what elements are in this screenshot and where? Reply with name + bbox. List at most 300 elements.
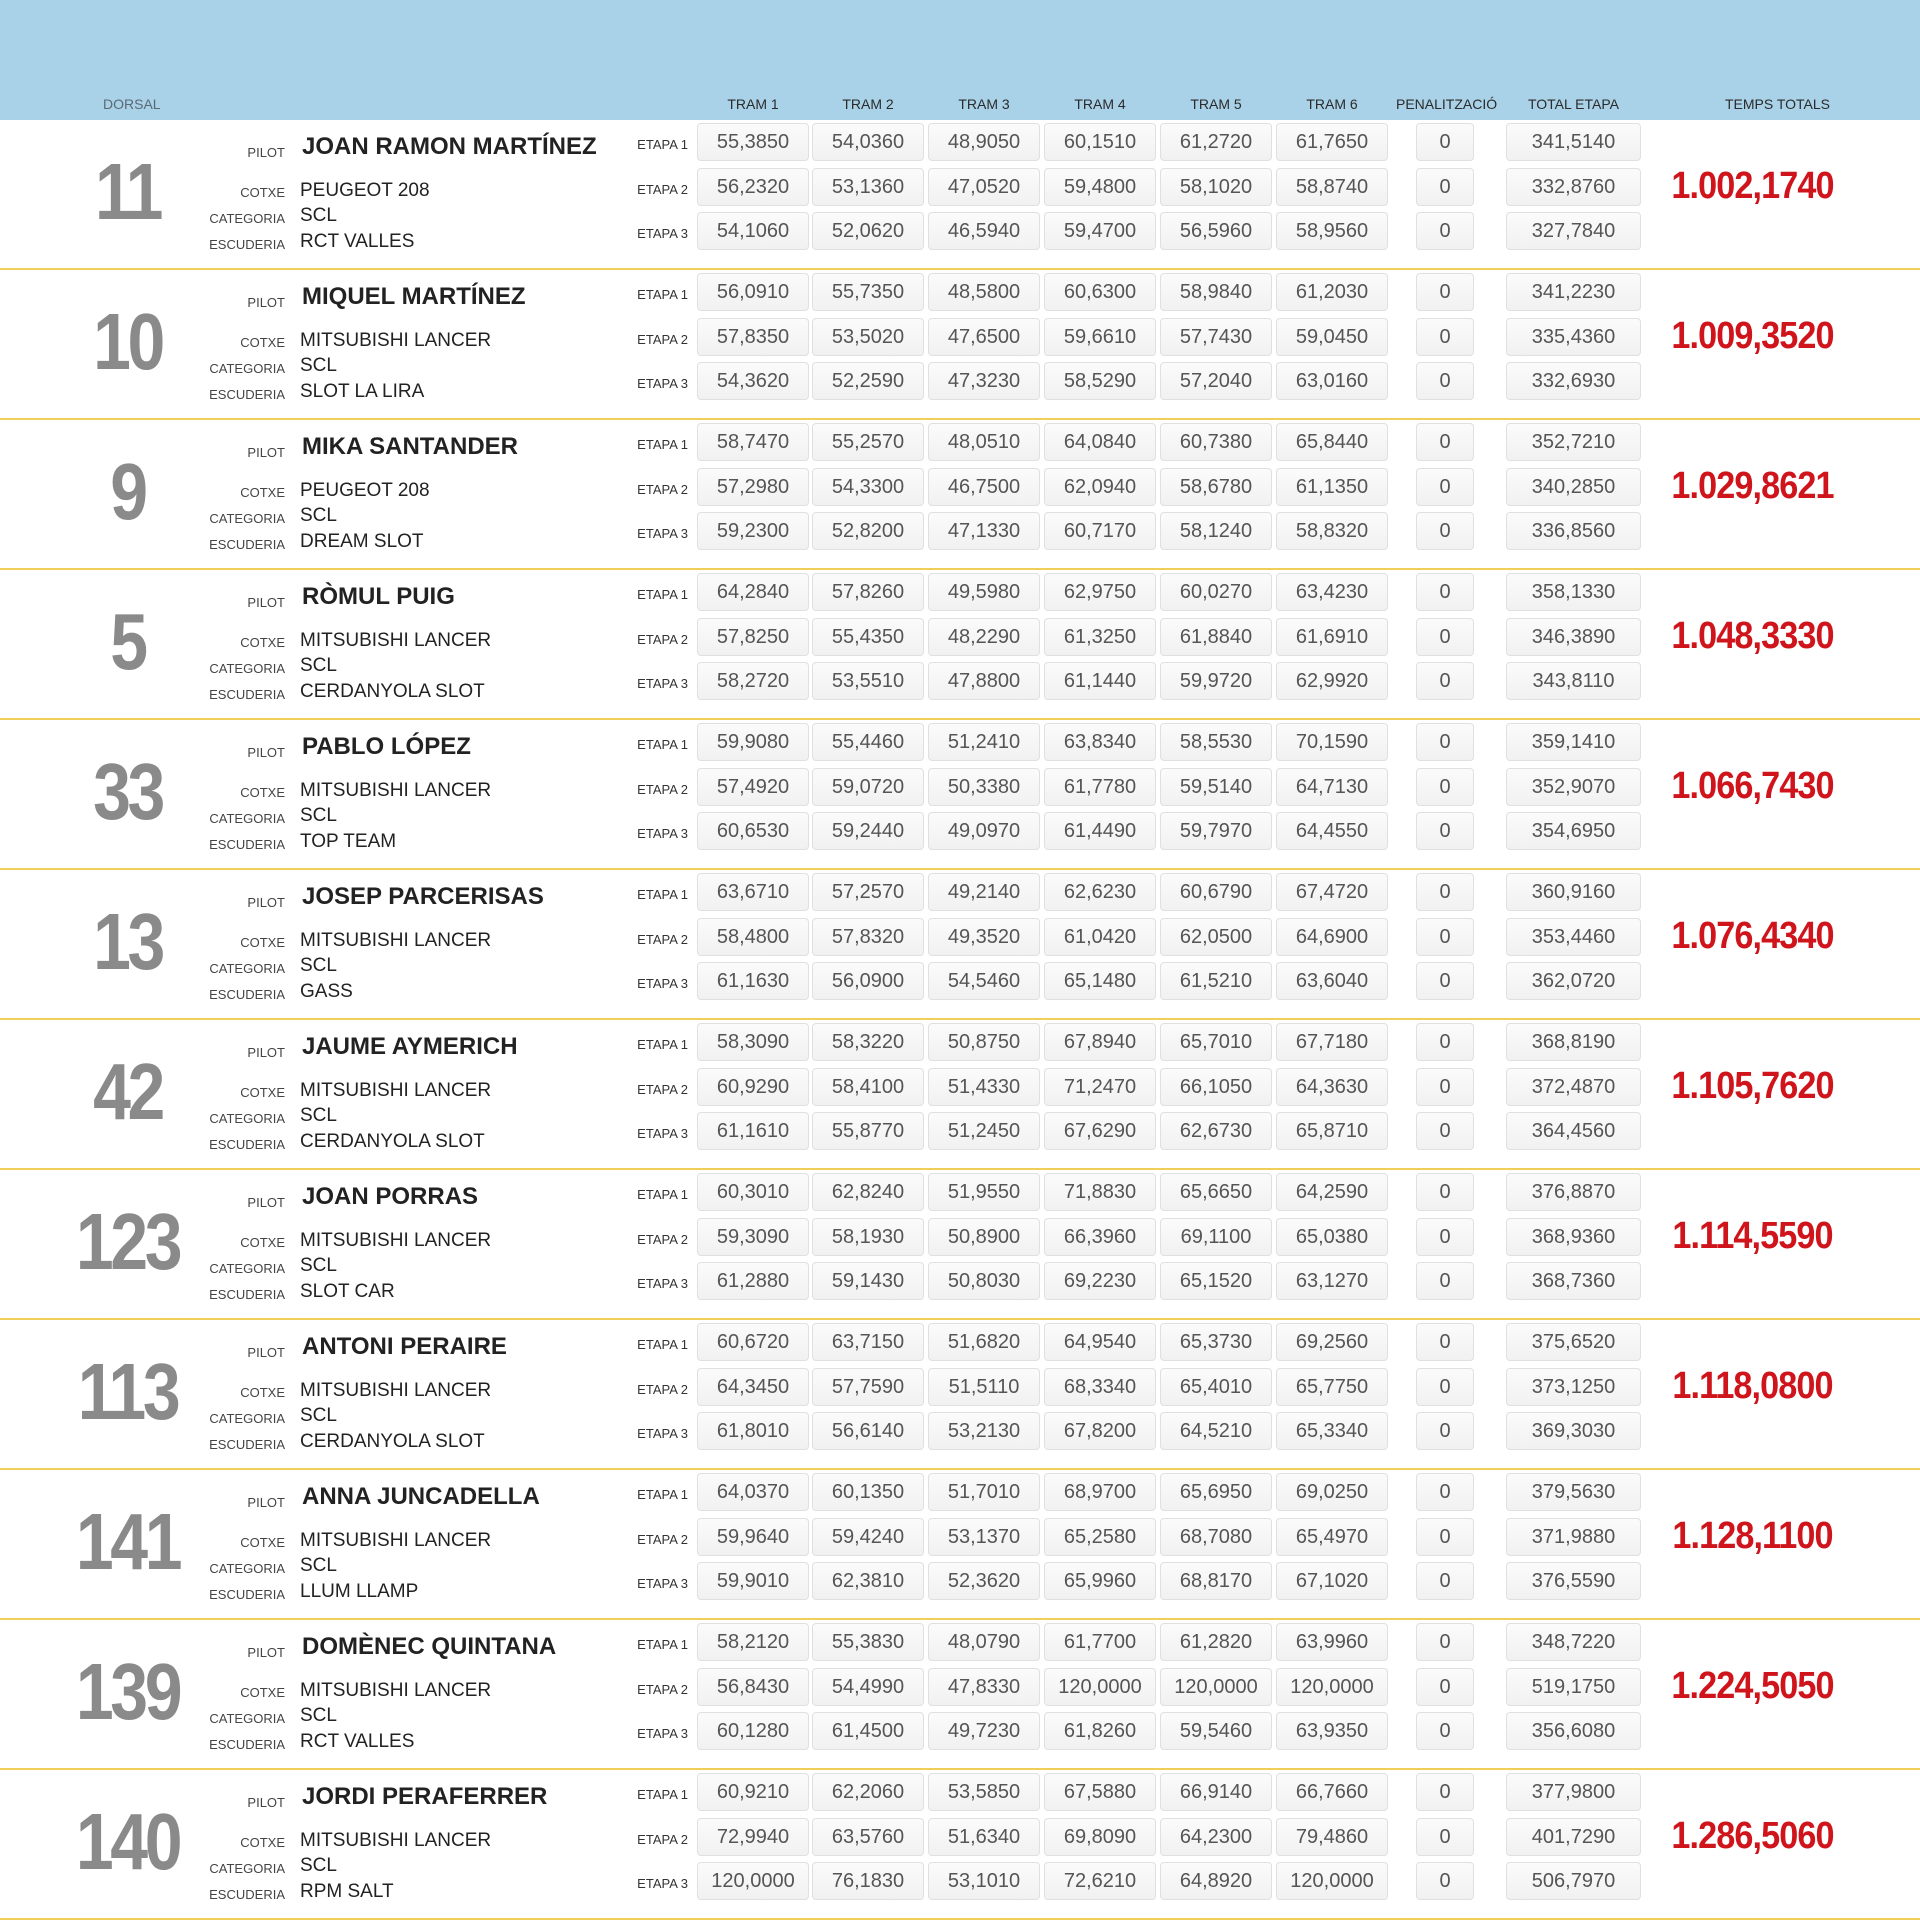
penalty-cell: 0 — [1416, 1862, 1474, 1900]
tram-time-cell: 47,8330 — [928, 1668, 1040, 1706]
tram-time-cell: 61,4500 — [812, 1712, 924, 1750]
tram-time-cell: 57,8260 — [812, 573, 924, 611]
etapa-label: ETAPA 2 — [637, 1832, 688, 1847]
tram-time-cell: 68,9700 — [1044, 1473, 1156, 1511]
tram-time-cell: 60,6530 — [697, 812, 809, 850]
categoria-label: CATEGORIA — [209, 1711, 285, 1726]
tram-time-cell: 71,2470 — [1044, 1068, 1156, 1106]
penalty-cell: 0 — [1416, 1818, 1474, 1856]
total-time: 1.002,1740 — [1671, 165, 1834, 207]
dorsal-number: 140 — [75, 1797, 180, 1886]
etapa-label: ETAPA 1 — [637, 1337, 688, 1352]
tram-time-cell: 51,5110 — [928, 1368, 1040, 1406]
categoria-label: CATEGORIA — [209, 661, 285, 676]
cotxe-value: MITSUBISHI LANCER — [300, 1380, 492, 1401]
stage-total-cell: 336,8560 — [1506, 512, 1641, 550]
etapa-label: ETAPA 1 — [637, 437, 688, 452]
pilot-name: JOAN RAMON MARTÍNEZ — [302, 133, 597, 160]
tram-time-cell: 57,2570 — [812, 873, 924, 911]
tram-time-cell: 58,5530 — [1160, 723, 1272, 761]
etapa-label: ETAPA 1 — [637, 1637, 688, 1652]
tram-time-cell: 65,7750 — [1276, 1368, 1388, 1406]
tram-time-cell: 120,0000 — [697, 1862, 809, 1900]
stage-total-cell: 353,4460 — [1506, 918, 1641, 956]
header-col-3: TRAM 3 — [958, 96, 1010, 112]
etapa-label: ETAPA 3 — [637, 1126, 688, 1141]
tram-time-cell: 62,6730 — [1160, 1112, 1272, 1150]
escuderia-value: CERDANYOLA SLOT — [300, 681, 485, 702]
tram-time-cell: 59,6610 — [1044, 318, 1156, 356]
tram-time-cell: 63,6710 — [697, 873, 809, 911]
categoria-label: CATEGORIA — [209, 511, 285, 526]
stage-total-cell: 341,5140 — [1506, 123, 1641, 161]
result-row — [0, 1770, 1920, 1920]
stage-total-cell: 358,1330 — [1506, 573, 1641, 611]
penalty-cell: 0 — [1416, 1323, 1474, 1361]
etapa-label: ETAPA 1 — [637, 287, 688, 302]
penalty-cell: 0 — [1416, 1173, 1474, 1211]
tram-time-cell: 64,3450 — [697, 1368, 809, 1406]
cotxe-label: COTXE — [240, 1085, 285, 1100]
penalty-cell: 0 — [1416, 768, 1474, 806]
penalty-cell: 0 — [1416, 918, 1474, 956]
penalty-cell: 0 — [1416, 1368, 1474, 1406]
tram-time-cell: 51,2450 — [928, 1112, 1040, 1150]
tram-time-cell: 58,4100 — [812, 1068, 924, 1106]
tram-time-cell: 51,7010 — [928, 1473, 1040, 1511]
categoria-label: CATEGORIA — [209, 1861, 285, 1876]
pilot-name: JOAN PORRAS — [302, 1183, 479, 1210]
tram-time-cell: 59,0720 — [812, 768, 924, 806]
header-dorsal: DORSAL — [103, 96, 161, 112]
tram-time-cell: 65,9960 — [1044, 1562, 1156, 1600]
tram-time-cell: 64,5210 — [1160, 1412, 1272, 1450]
etapa-label: ETAPA 1 — [637, 137, 688, 152]
tram-time-cell: 69,2560 — [1276, 1323, 1388, 1361]
cotxe-value: MITSUBISHI LANCER — [300, 330, 492, 351]
tram-time-cell: 58,1930 — [812, 1218, 924, 1256]
tram-time-cell: 69,1100 — [1160, 1218, 1272, 1256]
cotxe-value: MITSUBISHI LANCER — [300, 1830, 492, 1851]
tram-time-cell: 59,9010 — [697, 1562, 809, 1600]
tram-time-cell: 53,1360 — [812, 168, 924, 206]
tram-time-cell: 65,4010 — [1160, 1368, 1272, 1406]
tram-time-cell: 49,7230 — [928, 1712, 1040, 1750]
escuderia-label: ESCUDERIA — [209, 1587, 285, 1602]
tram-time-cell: 63,1270 — [1276, 1262, 1388, 1300]
tram-time-cell: 58,6780 — [1160, 468, 1272, 506]
tram-time-cell: 120,0000 — [1160, 1668, 1272, 1706]
cotxe-value: PEUGEOT 208 — [300, 480, 430, 501]
tram-time-cell: 64,9540 — [1044, 1323, 1156, 1361]
tram-time-cell: 55,3830 — [812, 1623, 924, 1661]
tram-time-cell: 61,2030 — [1276, 273, 1388, 311]
tram-time-cell: 67,5880 — [1044, 1773, 1156, 1811]
tram-time-cell: 58,1020 — [1160, 168, 1272, 206]
escuderia-value: GASS — [300, 981, 353, 1002]
pilot-label: PILOT — [247, 595, 285, 610]
header-temps-totals: TEMPS TOTALS — [1724, 96, 1831, 112]
pilot-label: PILOT — [247, 745, 285, 760]
categoria-value: SCL — [300, 1105, 337, 1126]
tram-time-cell: 50,8900 — [928, 1218, 1040, 1256]
stage-total-cell: 375,6520 — [1506, 1323, 1641, 1361]
dorsal-number: 42 — [93, 1047, 162, 1136]
tram-time-cell: 67,7180 — [1276, 1023, 1388, 1061]
header-col-8: TOTAL ETAPA — [1527, 96, 1620, 112]
tram-time-cell: 49,2140 — [928, 873, 1040, 911]
tram-time-cell: 57,4920 — [697, 768, 809, 806]
tram-time-cell: 59,9640 — [697, 1518, 809, 1556]
tram-time-cell: 120,0000 — [1276, 1862, 1388, 1900]
categoria-value: SCL — [300, 805, 337, 826]
penalty-cell: 0 — [1416, 812, 1474, 850]
tram-time-cell: 58,2120 — [697, 1623, 809, 1661]
etapa-label: ETAPA 3 — [637, 376, 688, 391]
tram-time-cell: 52,8200 — [812, 512, 924, 550]
pilot-label: PILOT — [247, 895, 285, 910]
tram-time-cell: 47,6500 — [928, 318, 1040, 356]
categoria-label: CATEGORIA — [209, 1561, 285, 1576]
dorsal-number: 139 — [75, 1647, 180, 1736]
stage-total-cell: 376,8870 — [1506, 1173, 1641, 1211]
categoria-value: SCL — [300, 205, 337, 226]
cotxe-value: MITSUBISHI LANCER — [300, 1230, 492, 1251]
dorsal-number: 141 — [75, 1497, 180, 1586]
escuderia-value: TOP TEAM — [300, 831, 397, 852]
escuderia-value: CERDANYOLA SLOT — [300, 1131, 485, 1152]
total-time: 1.029,8621 — [1671, 465, 1834, 507]
escuderia-value: DREAM SLOT — [300, 531, 424, 552]
tram-time-cell: 64,2840 — [697, 573, 809, 611]
categoria-value: SCL — [300, 955, 337, 976]
etapa-label: ETAPA 3 — [637, 526, 688, 541]
etapa-label: ETAPA 2 — [637, 1532, 688, 1547]
penalty-cell: 0 — [1416, 573, 1474, 611]
categoria-label: CATEGORIA — [209, 961, 285, 976]
tram-time-cell: 60,6300 — [1044, 273, 1156, 311]
stage-total-cell: 362,0720 — [1506, 962, 1641, 1000]
result-row — [0, 570, 1920, 720]
tram-time-cell: 120,0000 — [1276, 1668, 1388, 1706]
tram-time-cell: 65,7010 — [1160, 1023, 1272, 1061]
tram-time-cell: 64,0840 — [1044, 423, 1156, 461]
header-col-6: TRAM 6 — [1306, 96, 1358, 112]
pilot-name: JOSEP PARCERISAS — [302, 883, 544, 910]
tram-time-cell: 61,4490 — [1044, 812, 1156, 850]
stage-total-cell: 348,7220 — [1506, 1623, 1641, 1661]
cotxe-label: COTXE — [240, 785, 285, 800]
cotxe-value: MITSUBISHI LANCER — [300, 780, 492, 801]
pilot-name: MIKA SANTANDER — [302, 433, 518, 460]
etapa-label: ETAPA 1 — [637, 1037, 688, 1052]
tram-time-cell: 58,2720 — [697, 662, 809, 700]
penalty-cell: 0 — [1416, 468, 1474, 506]
etapa-label: ETAPA 1 — [637, 1487, 688, 1502]
pilot-name: JAUME AYMERICH — [302, 1033, 518, 1060]
tram-time-cell: 54,5460 — [928, 962, 1040, 1000]
etapa-label: ETAPA 2 — [637, 932, 688, 947]
dorsal-number: 11 — [94, 147, 161, 236]
categoria-value: SCL — [300, 505, 337, 526]
tram-time-cell: 60,7380 — [1160, 423, 1272, 461]
tram-time-cell: 62,3810 — [812, 1562, 924, 1600]
categoria-value: SCL — [300, 1255, 337, 1276]
tram-time-cell: 47,0520 — [928, 168, 1040, 206]
cotxe-label: COTXE — [240, 1535, 285, 1550]
tram-time-cell: 66,9140 — [1160, 1773, 1272, 1811]
penalty-cell: 0 — [1416, 1218, 1474, 1256]
header-col-4: TRAM 4 — [1074, 96, 1126, 112]
tram-time-cell: 65,4970 — [1276, 1518, 1388, 1556]
escuderia-value: CERDANYOLA SLOT — [300, 1431, 485, 1452]
tram-time-cell: 64,0370 — [697, 1473, 809, 1511]
tram-time-cell: 68,8170 — [1160, 1562, 1272, 1600]
tram-time-cell: 57,8350 — [697, 318, 809, 356]
tram-time-cell: 79,4860 — [1276, 1818, 1388, 1856]
tram-time-cell: 67,8940 — [1044, 1023, 1156, 1061]
total-time: 1.105,7620 — [1671, 1065, 1834, 1107]
total-time: 1.286,5060 — [1671, 1815, 1834, 1857]
tram-time-cell: 58,9560 — [1276, 212, 1388, 250]
tram-time-cell: 56,5960 — [1160, 212, 1272, 250]
tram-time-cell: 61,8260 — [1044, 1712, 1156, 1750]
tram-time-cell: 56,0900 — [812, 962, 924, 1000]
tram-time-cell: 47,8800 — [928, 662, 1040, 700]
stage-total-cell: 401,7290 — [1506, 1818, 1641, 1856]
penalty-cell: 0 — [1416, 1473, 1474, 1511]
etapa-label: ETAPA 3 — [637, 826, 688, 841]
tram-time-cell: 60,1350 — [812, 1473, 924, 1511]
pilot-name: RÒMUL PUIG — [302, 583, 455, 610]
tram-time-cell: 55,2570 — [812, 423, 924, 461]
tram-time-cell: 53,1010 — [928, 1862, 1040, 1900]
tram-time-cell: 46,5940 — [928, 212, 1040, 250]
escuderia-label: ESCUDERIA — [209, 387, 285, 402]
tram-time-cell: 49,0970 — [928, 812, 1040, 850]
tram-time-cell: 57,2980 — [697, 468, 809, 506]
dorsal-number: 5 — [110, 597, 145, 686]
tram-time-cell: 62,8240 — [812, 1173, 924, 1211]
tram-time-cell: 66,3960 — [1044, 1218, 1156, 1256]
result-row — [0, 1170, 1920, 1320]
stage-total-cell: 359,1410 — [1506, 723, 1641, 761]
tram-time-cell: 52,0620 — [812, 212, 924, 250]
stage-total-cell: 332,6930 — [1506, 362, 1641, 400]
tram-time-cell: 56,2320 — [697, 168, 809, 206]
tram-time-cell: 66,1050 — [1160, 1068, 1272, 1106]
penalty-cell: 0 — [1416, 618, 1474, 656]
etapa-label: ETAPA 2 — [637, 332, 688, 347]
stage-total-cell: 368,8190 — [1506, 1023, 1641, 1061]
tram-time-cell: 61,1610 — [697, 1112, 809, 1150]
stage-total-cell: 506,7970 — [1506, 1862, 1641, 1900]
tram-time-cell: 61,2880 — [697, 1262, 809, 1300]
penalty-cell: 0 — [1416, 168, 1474, 206]
categoria-value: SCL — [300, 1705, 337, 1726]
cotxe-value: MITSUBISHI LANCER — [300, 1680, 492, 1701]
stage-total-cell: 371,9880 — [1506, 1518, 1641, 1556]
penalty-cell: 0 — [1416, 1262, 1474, 1300]
tram-time-cell: 58,1240 — [1160, 512, 1272, 550]
etapa-label: ETAPA 2 — [637, 782, 688, 797]
tram-time-cell: 51,6340 — [928, 1818, 1040, 1856]
escuderia-value: RCT VALLES — [300, 231, 415, 252]
tram-time-cell: 60,1280 — [697, 1712, 809, 1750]
tram-time-cell: 58,9840 — [1160, 273, 1272, 311]
pilot-label: PILOT — [247, 1795, 285, 1810]
penalty-cell: 0 — [1416, 962, 1474, 1000]
tram-time-cell: 57,2040 — [1160, 362, 1272, 400]
tram-time-cell: 47,3230 — [928, 362, 1040, 400]
pilot-name: DOMÈNEC QUINTANA — [302, 1633, 557, 1660]
dorsal-number: 10 — [93, 297, 162, 386]
categoria-label: CATEGORIA — [209, 361, 285, 376]
penalty-cell: 0 — [1416, 512, 1474, 550]
etapa-label: ETAPA 3 — [637, 1276, 688, 1291]
tram-time-cell: 59,7970 — [1160, 812, 1272, 850]
stage-total-cell: 354,6950 — [1506, 812, 1641, 850]
tram-time-cell: 64,8920 — [1160, 1862, 1272, 1900]
tram-time-cell: 69,8090 — [1044, 1818, 1156, 1856]
tram-time-cell: 51,6820 — [928, 1323, 1040, 1361]
pilot-label: PILOT — [247, 1345, 285, 1360]
etapa-label: ETAPA 2 — [637, 182, 688, 197]
etapa-label: ETAPA 2 — [637, 482, 688, 497]
tram-time-cell: 70,1590 — [1276, 723, 1388, 761]
stage-total-cell: 340,2850 — [1506, 468, 1641, 506]
tram-time-cell: 61,7700 — [1044, 1623, 1156, 1661]
tram-time-cell: 59,2440 — [812, 812, 924, 850]
tram-time-cell: 62,9920 — [1276, 662, 1388, 700]
tram-time-cell: 57,7430 — [1160, 318, 1272, 356]
total-time: 1.076,4340 — [1671, 915, 1834, 957]
tram-time-cell: 51,2410 — [928, 723, 1040, 761]
tram-time-cell: 76,1830 — [812, 1862, 924, 1900]
pilot-label: PILOT — [247, 295, 285, 310]
tram-time-cell: 48,0510 — [928, 423, 1040, 461]
etapa-label: ETAPA 2 — [637, 1232, 688, 1247]
tram-time-cell: 59,9080 — [697, 723, 809, 761]
header-col-7: PENALITZACIÓ — [1396, 96, 1498, 112]
tram-time-cell: 65,1480 — [1044, 962, 1156, 1000]
categoria-value: SCL — [300, 1405, 337, 1426]
categoria-label: CATEGORIA — [209, 1411, 285, 1426]
categoria-label: CATEGORIA — [209, 1261, 285, 1276]
stage-total-cell: 332,8760 — [1506, 168, 1641, 206]
tram-time-cell: 61,6910 — [1276, 618, 1388, 656]
tram-time-cell: 65,3340 — [1276, 1412, 1388, 1450]
tram-time-cell: 59,4240 — [812, 1518, 924, 1556]
tram-time-cell: 54,0360 — [812, 123, 924, 161]
escuderia-value: SLOT LA LIRA — [300, 381, 425, 402]
tram-time-cell: 61,5210 — [1160, 962, 1272, 1000]
tram-time-cell: 61,1350 — [1276, 468, 1388, 506]
tram-time-cell: 59,5460 — [1160, 1712, 1272, 1750]
penalty-cell: 0 — [1416, 1518, 1474, 1556]
tram-time-cell: 59,4700 — [1044, 212, 1156, 250]
etapa-label: ETAPA 1 — [637, 737, 688, 752]
etapa-label: ETAPA 2 — [637, 1082, 688, 1097]
categoria-label: CATEGORIA — [209, 811, 285, 826]
cotxe-label: COTXE — [240, 335, 285, 350]
tram-time-cell: 64,3630 — [1276, 1068, 1388, 1106]
tram-time-cell: 59,1430 — [812, 1262, 924, 1300]
tram-time-cell: 60,6720 — [697, 1323, 809, 1361]
tram-time-cell: 54,1060 — [697, 212, 809, 250]
tram-time-cell: 61,8840 — [1160, 618, 1272, 656]
stage-total-cell: 343,8110 — [1506, 662, 1641, 700]
tram-time-cell: 63,9350 — [1276, 1712, 1388, 1750]
tram-time-cell: 65,6650 — [1160, 1173, 1272, 1211]
penalty-cell: 0 — [1416, 1623, 1474, 1661]
result-row — [0, 1620, 1920, 1770]
penalty-cell: 0 — [1416, 1112, 1474, 1150]
tram-time-cell: 56,8430 — [697, 1668, 809, 1706]
tram-time-cell: 62,9750 — [1044, 573, 1156, 611]
penalty-cell: 0 — [1416, 723, 1474, 761]
tram-time-cell: 64,2300 — [1160, 1818, 1272, 1856]
penalty-cell: 0 — [1416, 123, 1474, 161]
cotxe-label: COTXE — [240, 635, 285, 650]
result-row — [0, 1020, 1920, 1170]
escuderia-label: ESCUDERIA — [209, 687, 285, 702]
tram-time-cell: 63,8340 — [1044, 723, 1156, 761]
etapa-label: ETAPA 1 — [637, 1787, 688, 1802]
result-row — [0, 120, 1920, 270]
tram-time-cell: 47,1330 — [928, 512, 1040, 550]
escuderia-label: ESCUDERIA — [209, 1137, 285, 1152]
tram-time-cell: 62,6230 — [1044, 873, 1156, 911]
etapa-label: ETAPA 2 — [637, 632, 688, 647]
categoria-value: SCL — [300, 355, 337, 376]
tram-time-cell: 53,2130 — [928, 1412, 1040, 1450]
categoria-label: CATEGORIA — [209, 1111, 285, 1126]
tram-time-cell: 60,1510 — [1044, 123, 1156, 161]
tram-time-cell: 61,0420 — [1044, 918, 1156, 956]
tram-time-cell: 62,2060 — [812, 1773, 924, 1811]
escuderia-label: ESCUDERIA — [209, 1287, 285, 1302]
stage-total-cell: 364,4560 — [1506, 1112, 1641, 1150]
etapa-label: ETAPA 1 — [637, 587, 688, 602]
tram-time-cell: 55,8770 — [812, 1112, 924, 1150]
stage-total-cell: 356,6080 — [1506, 1712, 1641, 1750]
tram-time-cell: 61,2720 — [1160, 123, 1272, 161]
dorsal-number: 113 — [77, 1347, 178, 1436]
stage-total-cell: 376,5590 — [1506, 1562, 1641, 1600]
stage-total-cell: 368,7360 — [1506, 1262, 1641, 1300]
penalty-cell: 0 — [1416, 1668, 1474, 1706]
tram-time-cell: 64,7130 — [1276, 768, 1388, 806]
cotxe-label: COTXE — [240, 1835, 285, 1850]
etapa-label: ETAPA 3 — [637, 976, 688, 991]
tram-time-cell: 61,1630 — [697, 962, 809, 1000]
cotxe-label: COTXE — [240, 485, 285, 500]
penalty-cell: 0 — [1416, 1412, 1474, 1450]
dorsal-number: 33 — [93, 747, 162, 836]
tram-time-cell: 51,9550 — [928, 1173, 1040, 1211]
tram-time-cell: 58,4800 — [697, 918, 809, 956]
tram-time-cell: 64,6900 — [1276, 918, 1388, 956]
tram-time-cell: 57,8320 — [812, 918, 924, 956]
pilot-label: PILOT — [247, 445, 285, 460]
tram-time-cell: 55,4460 — [812, 723, 924, 761]
tram-time-cell: 50,8030 — [928, 1262, 1040, 1300]
tram-time-cell: 67,1020 — [1276, 1562, 1388, 1600]
etapa-label: ETAPA 2 — [637, 1382, 688, 1397]
pilot-name: ANNA JUNCADELLA — [302, 1483, 540, 1510]
header-col-1: TRAM 1 — [727, 96, 779, 112]
